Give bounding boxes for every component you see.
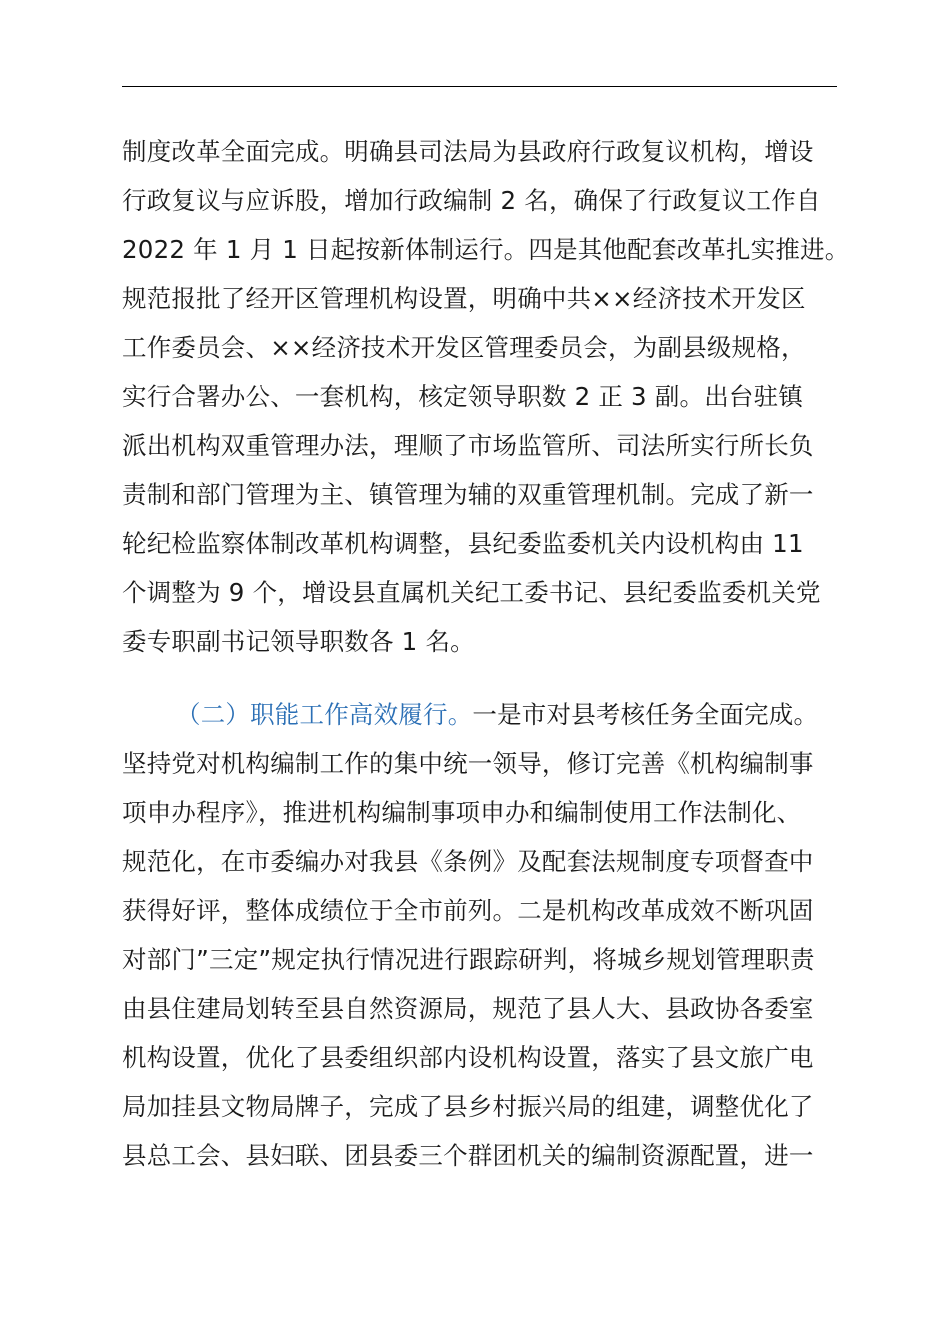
text-line: 获得好评，整体成绩位于全市前列。二是机构改革成效不断巩固 (122, 896, 814, 925)
text-line: 由县住建局划转至县自然资源局，规范了县人大、县政协各委室 (122, 994, 814, 1023)
text-line: 制度改革全面完成。明确县司法局为县政府行政复议机构，增设 (122, 137, 814, 166)
paragraph-2-first-line (122, 690, 842, 739)
body-text (122, 127, 850, 1180)
text-line: 坚持党对机构编制工作的集中统一领导，修订完善《机构编制事 (122, 749, 814, 778)
text-line: 规范化，在市委编办对我县《条例》及配套法规制度专项督查中 (122, 847, 814, 876)
text-line: 实行合署办公、一套机构，核定领导职数 2 正 3 副。出台驻镇 (122, 382, 804, 411)
text-line: 机构设置，优化了县委组织部内设机构设置，落实了县文旅广电 (122, 1043, 814, 1072)
text-line: 责制和部门管理为主、镇管理为辅的双重管理机制。完成了新一 (122, 480, 814, 509)
text-line: 派出机构双重管理办法，理顺了市场监管所、司法所实行所长负 (122, 431, 814, 460)
text-line: 行政复议与应诉股，增加行政编制 2 名，确保了行政复议工作自 (122, 186, 821, 215)
text-line: 工作委员会、××经济技术开发区管理委员会，为副县级规格， (122, 333, 806, 362)
heading-line-rest: 一是市对县考核任务全面完成。 (472, 700, 819, 729)
text-line: 2022 年 1 月 1 日起按新体制运行。四是其他配套改革扎实推进。 (122, 235, 850, 264)
text-line: 个调整为 9 个，增设县直属机关纪工委书记、县纪委监委机关党 (122, 578, 821, 607)
text-line: 委专职副书记领导职数各 1 名。 (122, 627, 475, 656)
paragraph-2 (122, 690, 842, 1180)
section-heading: （二）职能工作高效履行。 (176, 700, 473, 729)
text-line: 轮纪检监察体制改革机构调整，县纪委监委机关内设机构由 11 (122, 529, 804, 558)
paragraph-1 (122, 127, 850, 666)
text-line: 规范报批了经开区管理机构设置，明确中共××经济技术开发区 (122, 284, 806, 313)
text-line: 对部门”三定”规定执行情况进行跟踪研判，将城乡规划管理职责 (122, 945, 815, 974)
paragraph-gap (122, 666, 842, 690)
header-rule (122, 86, 837, 87)
text-line: 局加挂县文物局牌子，完成了县乡村振兴局的组建，调整优化了 (122, 1092, 814, 1121)
text-line: 县总工会、县妇联、团县委三个群团机关的编制资源配置，进一 (122, 1141, 814, 1170)
text-line: 项申办程序》，推进机构编制事项申办和编制使用工作法制化、 (122, 798, 802, 827)
